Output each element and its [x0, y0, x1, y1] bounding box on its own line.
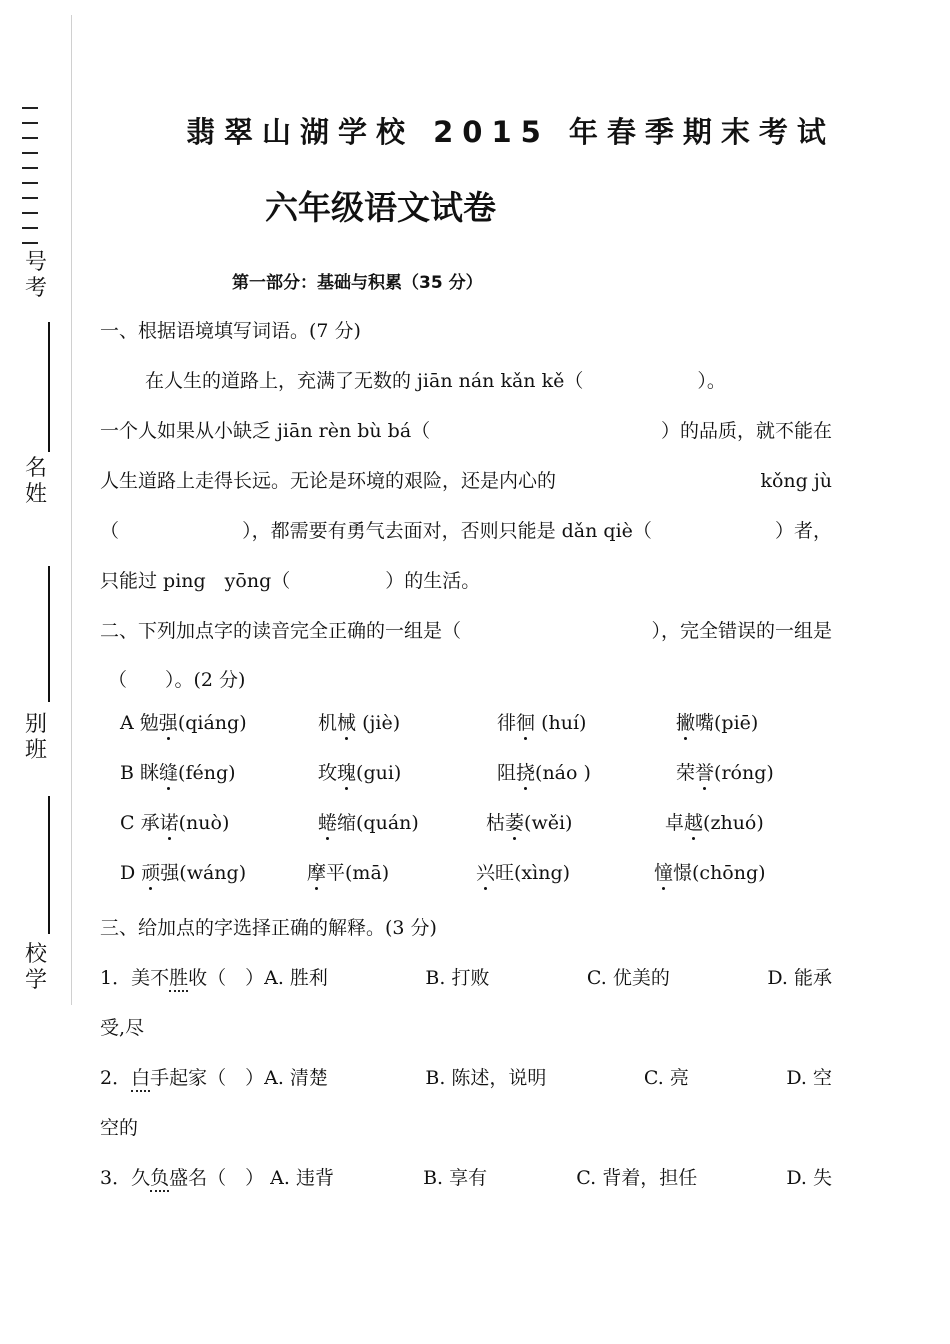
- dotted-char: 徊: [516, 712, 536, 734]
- char: 承: [140, 812, 160, 834]
- char: 阻: [497, 762, 517, 784]
- dotted-char: 萎: [505, 812, 525, 834]
- dotted-char: 强: [158, 712, 178, 734]
- choice: D. 能承: [767, 967, 832, 989]
- vertical-char: 别: [24, 712, 47, 737]
- option-label: B: [120, 762, 134, 784]
- q3-stem: [100, 1165, 334, 1191]
- q1-line: [100, 468, 832, 494]
- item-number: 2．: [100, 1067, 132, 1089]
- choice: C. 背着，担任: [576, 1167, 698, 1189]
- pinyin: (zhuó): [703, 812, 764, 834]
- exam-number-label: [24, 250, 48, 302]
- dash-mark: [22, 197, 38, 199]
- name-label: [24, 456, 48, 508]
- dotted-char: 越: [684, 812, 704, 834]
- pinyin: (huí): [535, 712, 587, 734]
- vertical-char: 号: [24, 250, 47, 275]
- dotted-char: 兴: [476, 862, 496, 884]
- choice: B. 打败: [425, 967, 490, 989]
- choice: D. 空: [786, 1067, 832, 1089]
- option-item: [318, 710, 400, 736]
- pinyin: (féng): [178, 762, 236, 784]
- vertical-char: 班: [24, 738, 47, 763]
- char: 枯: [486, 812, 506, 834]
- q1-text: ）的品质，就不能在: [660, 420, 832, 442]
- dotted-char: 瑰: [337, 762, 357, 784]
- dotted-char: 撇: [676, 712, 696, 734]
- q1-text: kǒng jù: [760, 470, 832, 492]
- pinyin: 憬(chōng): [673, 862, 766, 884]
- q3-item: [100, 1065, 832, 1091]
- dash-mark: [22, 107, 38, 109]
- dotted-char: 摩: [307, 862, 327, 884]
- pinyin: (wěi): [524, 812, 573, 834]
- dotted-char: 缝: [159, 762, 179, 784]
- q3-heading: 三、给加点的字选择正确的解释。(3 分): [100, 917, 437, 939]
- item-number: 1．: [100, 967, 132, 989]
- q3-stem: [100, 965, 328, 991]
- option-item: [654, 860, 766, 886]
- char: 卓: [665, 812, 685, 834]
- q2-text: 二、下列加点字的读音完全正确的一组是（: [100, 620, 462, 642]
- fill-line: [48, 796, 50, 934]
- option-item: [676, 760, 774, 786]
- q3-item-cont: 受,尽: [100, 1017, 145, 1039]
- pinyin: 平(mā): [326, 862, 390, 884]
- dash-mark: [22, 227, 38, 229]
- dash-mark: [22, 182, 38, 184]
- dash-mark: [22, 152, 38, 154]
- exam-title: 翡翠山湖学校 2015 年春季期末考试: [186, 115, 835, 149]
- pinyin: 强(wáng): [160, 862, 247, 884]
- paper-subtitle: 六年级语文试卷: [265, 188, 496, 227]
- option-item: [120, 710, 247, 736]
- option-item: [497, 710, 586, 736]
- dotted-char: 挠: [516, 762, 536, 784]
- option-item: [307, 860, 389, 886]
- option-item: [120, 860, 246, 886]
- option-item: [676, 710, 758, 736]
- stem-text: 久: [131, 1167, 151, 1189]
- stem-text: 收（ ）A. 胜利: [188, 967, 328, 989]
- dash-mark: [22, 122, 38, 124]
- pinyin: (náo ): [535, 762, 591, 784]
- option-item: [665, 810, 764, 836]
- vertical-char: 考: [24, 276, 47, 301]
- q3-item-cont: 空的: [100, 1117, 139, 1139]
- underlined-char: 负: [150, 1167, 169, 1192]
- option-label: A: [120, 712, 134, 734]
- q3-stem: [100, 1065, 328, 1091]
- choice: C. 优美的: [586, 967, 670, 989]
- q1-text: （: [100, 520, 120, 542]
- vertical-char: 名: [24, 456, 47, 481]
- char: 勉: [139, 712, 159, 734]
- option-item: [120, 810, 229, 836]
- char: 机: [318, 712, 338, 734]
- option-item: [318, 760, 401, 786]
- option-item: [120, 760, 236, 786]
- dotted-char: 械: [337, 712, 357, 734]
- dash-mark: [22, 167, 38, 169]
- part-heading: 第一部分：基础与积累（35 分）: [232, 273, 483, 293]
- class-label: [24, 712, 48, 764]
- char: 玫: [318, 762, 338, 784]
- pinyin: (gui): [356, 762, 402, 784]
- pinyin: 旺(xìng): [495, 862, 571, 884]
- q1-line: 在人生的道路上，充满了无数的 jiān nán kǎn kě（ ）。: [145, 370, 726, 392]
- choice: D. 失: [786, 1167, 832, 1189]
- choice: C. 亮: [643, 1067, 689, 1089]
- underlined-char: 胜: [169, 967, 188, 992]
- option-label: C: [120, 812, 135, 834]
- dotted-char: 蜷: [318, 812, 338, 834]
- option-label: D: [120, 862, 136, 884]
- dotted-char: 诺: [159, 812, 179, 834]
- pinyin: (qiáng): [177, 712, 247, 734]
- q2-heading: [100, 618, 832, 644]
- char: 眯: [140, 762, 160, 784]
- pinyin: 缩(quán): [337, 812, 419, 834]
- q2-text: ），完全错误的一组是: [651, 620, 832, 642]
- q1-heading: 一、根据语境填写词语。(7 分): [100, 320, 361, 342]
- underlined-char: 白: [131, 1067, 150, 1092]
- dash-mark: [22, 242, 38, 244]
- dotted-char: 誉: [695, 762, 715, 784]
- binding-margin: [0, 0, 75, 1344]
- school-label: [24, 942, 48, 994]
- choice: B. 享有: [423, 1167, 488, 1189]
- dash-mark: [22, 137, 38, 139]
- option-item: [486, 810, 572, 836]
- pinyin: (jiè): [356, 712, 401, 734]
- stem-text: 盛名（ ） A. 违背: [169, 1167, 334, 1189]
- q1-line: [100, 418, 832, 444]
- q1-text: 人生道路上走得长远。无论是环境的艰险，还是内心的: [100, 470, 557, 492]
- item-number: 3．: [100, 1167, 132, 1189]
- fill-line: [48, 566, 50, 702]
- choice: B. 陈述，说明: [425, 1067, 547, 1089]
- pinyin: (róng): [714, 762, 774, 784]
- option-item: [318, 810, 419, 836]
- stem-text: 手起家（ ）A. 清楚: [150, 1067, 328, 1089]
- option-item: [497, 760, 591, 786]
- vertical-char: 姓: [24, 482, 47, 507]
- pinyin: 嘴(piē): [695, 712, 759, 734]
- q1-text: ），都需要有勇气去面对，否则只能是 dǎn qiè（: [242, 520, 652, 542]
- dash-mark: [22, 212, 38, 214]
- dotted-char: 顽: [141, 862, 161, 884]
- vertical-char: 校: [24, 942, 47, 967]
- margin-rule: [71, 15, 72, 1005]
- char: 徘: [497, 712, 517, 734]
- char: 荣: [676, 762, 696, 784]
- option-item: [476, 860, 570, 886]
- dotted-char: 憧: [654, 862, 674, 884]
- q1-line: [100, 518, 832, 544]
- q1-text: ）者，: [774, 520, 832, 542]
- q3-item: [100, 965, 832, 991]
- q3-item: [100, 1165, 832, 1191]
- q2-heading-cont: （ ）。(2 分): [108, 669, 246, 691]
- q1-line: 只能过 ping yōng（ ）的生活。: [100, 570, 481, 592]
- vertical-char: 学: [24, 968, 47, 993]
- pinyin: (nuò): [178, 812, 230, 834]
- fill-line: [48, 322, 50, 452]
- stem-text: 美不: [131, 967, 170, 989]
- q1-text: 一个人如果从小缺乏 jiān rèn bù bá（: [100, 420, 431, 442]
